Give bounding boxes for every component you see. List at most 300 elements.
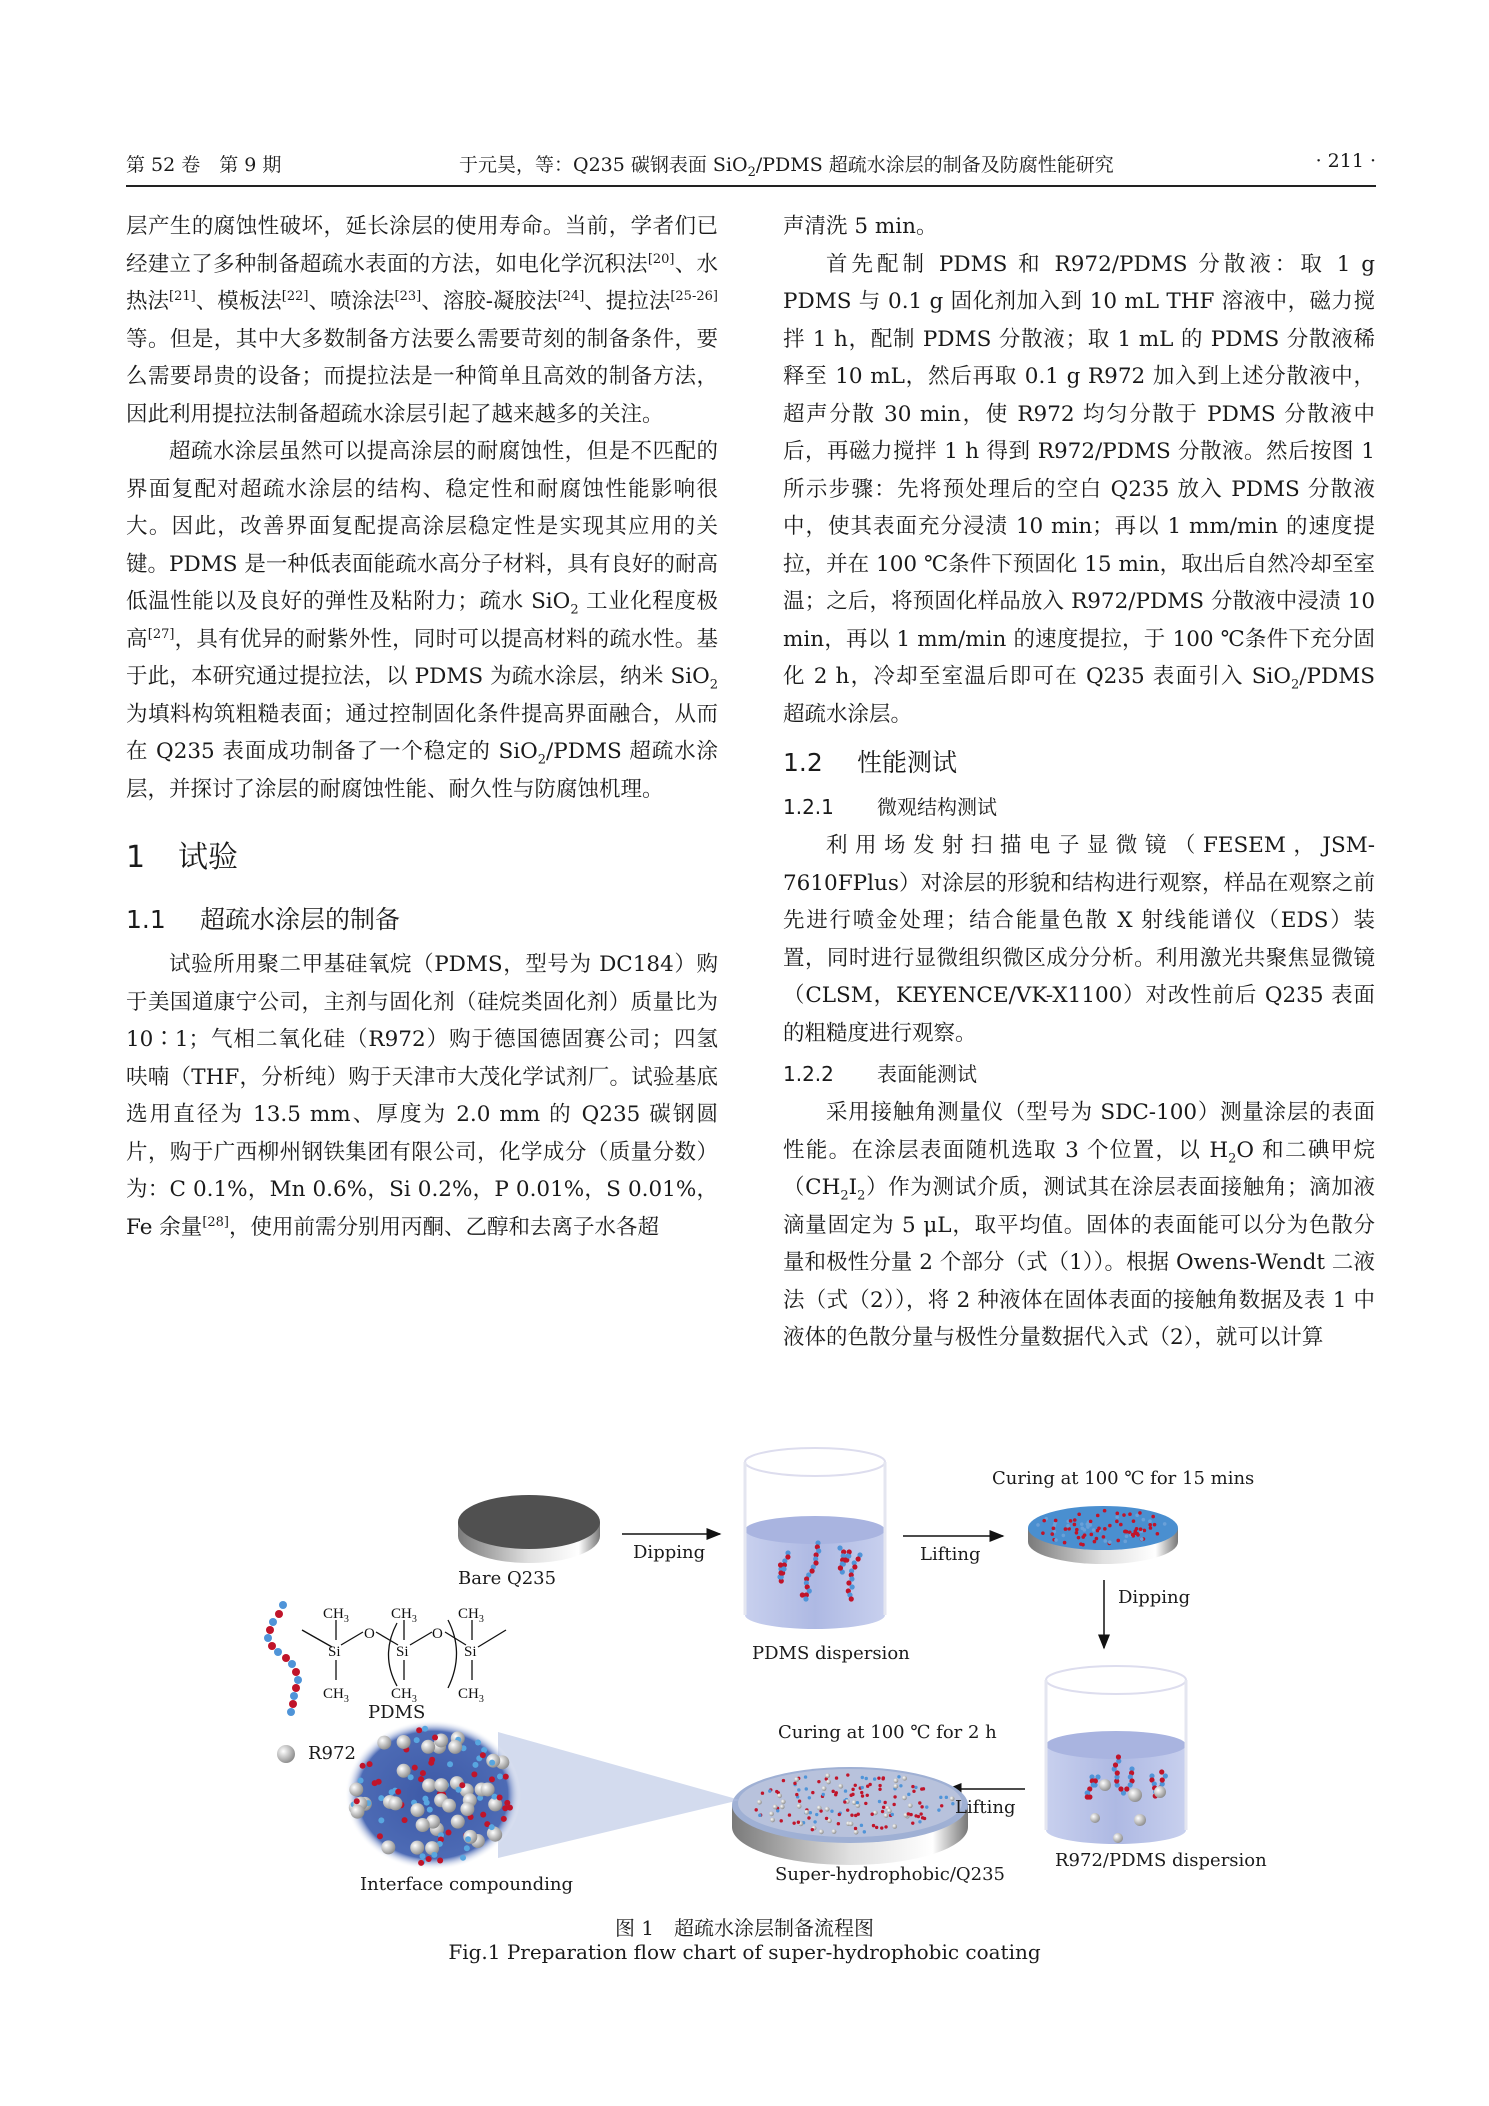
bead [875, 1826, 878, 1829]
bead [465, 1836, 471, 1842]
zoom-cone [498, 1732, 740, 1858]
bare-q235-disc-icon [458, 1495, 600, 1563]
bead [843, 1557, 848, 1562]
bead [937, 1808, 940, 1811]
bead [1073, 1523, 1077, 1527]
label-curing-15min: Curing at 100 ℃ for 15 mins [992, 1468, 1255, 1489]
bead [809, 1811, 812, 1814]
silica-sphere [757, 1800, 762, 1805]
bead [805, 1787, 808, 1790]
silica-sphere [832, 1829, 837, 1834]
r972-sphere-icon [277, 1745, 295, 1763]
bead [923, 1817, 926, 1820]
bead [811, 1828, 814, 1831]
citation: [24] [557, 288, 585, 304]
bead [1132, 1519, 1136, 1523]
silica-sphere [1128, 1788, 1142, 1802]
bead [866, 1794, 869, 1797]
r972-pdms-beaker-icon [1046, 1666, 1186, 1844]
bead [856, 1556, 861, 1561]
bead [1103, 1509, 1107, 1513]
text: 为填料构筑粗糙表面；通过控制固化条件提高界面融合，从而在 Q235 表面成功制备了一个稳定的 SiO [126, 701, 718, 764]
bead [1036, 1523, 1040, 1527]
bead [1148, 1523, 1152, 1527]
silica-sphere [1090, 1813, 1100, 1823]
bead [945, 1796, 948, 1799]
bead [922, 1787, 925, 1790]
bead [1077, 1512, 1081, 1516]
silica-sphere [1134, 1814, 1146, 1826]
bead [1080, 1522, 1084, 1526]
bead [472, 1762, 478, 1768]
bead [420, 1770, 426, 1776]
citation: [27] [147, 626, 175, 642]
label-lifting-2: Lifting [955, 1797, 1016, 1818]
bead [358, 1778, 364, 1784]
bead [788, 1813, 791, 1816]
bead [851, 1788, 854, 1791]
bead [414, 1737, 420, 1743]
section-number: 1.2.2 [783, 1062, 834, 1086]
paragraph [783, 246, 1375, 734]
silica-sphere [892, 1824, 897, 1829]
silica-sphere [822, 1786, 827, 1791]
bead [940, 1804, 943, 1807]
bead [292, 1668, 300, 1676]
bead [1108, 1540, 1112, 1544]
bead [1064, 1527, 1068, 1531]
citation: [25-26] [670, 288, 718, 304]
bead [1149, 1526, 1153, 1530]
bead [798, 1799, 801, 1802]
section-heading-1 [126, 836, 718, 880]
silica-sphere [884, 1813, 889, 1818]
bead [813, 1820, 816, 1823]
running-title-part: /PDMS 超疏水涂层的制备及防腐性能研究 [755, 154, 1114, 176]
bead [1131, 1533, 1135, 1537]
bead [497, 1774, 503, 1780]
silica-sphere [1113, 1833, 1123, 1843]
bead [475, 1739, 481, 1745]
bead [1075, 1531, 1079, 1535]
bead [503, 1774, 509, 1780]
text: 等。但是，其中大多数制备方法要么需要苛刻的制备条件，要么需要昂贵的设备；而提拉法是一种简单且高效的制备方法，因此利用提拉法制备超疏水涂层引起了越来越多的关注。 [126, 326, 718, 427]
bead [1052, 1526, 1056, 1530]
bead [1042, 1519, 1046, 1523]
bead [1081, 1543, 1085, 1547]
bead [471, 1771, 477, 1777]
silica-sphere [817, 1806, 822, 1811]
left-column [126, 208, 718, 1246]
text: 试验所用聚二甲基硅氧烷（PDMS，型号为 DC184）购于美国道康宁公司，主剂与固化剂（硅烷类固化剂）质量比为 10∶1；气相二氧化硅（R972）购于德国德固赛公司；四氢呋喃（THF，分析纯）购于天津市大茂化学试剂厂。试验基底选用直径为 13.5 mm、厚度为 2.0 mm 的 Q235 碳钢圆片，购于广西柳州钢铁集团有限公司，化学成分（质量分数）为：C 0.1%，Mn 0.6%，Si 0.2%，P 0.01%，S 0.01%，Fe 余量 [126, 952, 718, 1240]
silica-sphere [451, 1815, 465, 1829]
o-label: O [432, 1626, 443, 1642]
bead [881, 1810, 884, 1813]
bead [1148, 1519, 1152, 1523]
bead [835, 1776, 838, 1779]
bead [1092, 1528, 1096, 1532]
silica-sphere [422, 1778, 436, 1792]
silica-sphere [887, 1808, 892, 1813]
subscript: 2 [537, 752, 547, 768]
bead [877, 1776, 880, 1779]
bead [775, 1790, 778, 1793]
bead [288, 1660, 296, 1668]
bead [831, 1790, 834, 1793]
bead [918, 1820, 921, 1823]
o-label: O [364, 1626, 375, 1642]
bead [1041, 1531, 1045, 1535]
bead [372, 1780, 378, 1786]
bead [868, 1783, 871, 1786]
bead [817, 1780, 820, 1783]
bead [1063, 1541, 1067, 1545]
subscript: 2 [747, 164, 756, 180]
bead [804, 1775, 807, 1778]
subscript: 2 [1228, 1150, 1237, 1166]
bead [920, 1805, 923, 1808]
bead [861, 1794, 864, 1797]
bead [1115, 1512, 1119, 1516]
text: 、提拉法 [584, 289, 671, 314]
bead [851, 1793, 854, 1796]
bead [395, 1789, 401, 1795]
bead [856, 1801, 859, 1804]
text: 、溶胶-凝胶法 [421, 289, 558, 314]
bead [793, 1782, 796, 1785]
bead [811, 1791, 814, 1794]
bead [914, 1786, 917, 1789]
bead [892, 1803, 895, 1806]
silica-sphere [349, 1782, 363, 1796]
silica-sphere [434, 1778, 448, 1792]
figure-caption-en: Fig.1 Preparation flow chart of super-hydrophobic coating [448, 1940, 1041, 1964]
silica-sphere [825, 1807, 830, 1812]
si-label: Si [464, 1644, 477, 1660]
silica-sphere [481, 1782, 495, 1796]
bead [850, 1584, 855, 1589]
bead [279, 1601, 287, 1609]
bead [266, 1626, 274, 1634]
bead [1091, 1782, 1096, 1787]
citation: [21] [169, 288, 196, 304]
bead [1115, 1515, 1119, 1519]
bead [480, 1812, 486, 1818]
bead [422, 1726, 428, 1732]
header-rule [126, 185, 1376, 187]
bead [1113, 1762, 1118, 1767]
bead [918, 1801, 921, 1804]
bead [497, 1795, 503, 1801]
bead [835, 1791, 838, 1794]
bead [822, 1793, 825, 1796]
bead [860, 1791, 863, 1794]
bead [899, 1784, 902, 1787]
bead [427, 1807, 433, 1813]
bead [1135, 1513, 1139, 1517]
bead [268, 1642, 276, 1650]
bead [870, 1813, 873, 1816]
bead [891, 1813, 894, 1816]
bead [761, 1792, 764, 1795]
silica-sphere [893, 1778, 898, 1783]
bead [907, 1793, 910, 1796]
silica-sphere [819, 1829, 824, 1834]
label-dipping-2: Dipping [1118, 1587, 1191, 1608]
silica-sphere [448, 1740, 462, 1754]
bead [1096, 1514, 1100, 1518]
section-title: 超疏水涂层的制备 [200, 905, 401, 934]
silica-sphere [460, 1802, 474, 1816]
bead [778, 1570, 783, 1575]
bead [1085, 1794, 1090, 1799]
precured-disc-icon [1028, 1506, 1178, 1564]
section-number: 1.1 [126, 905, 166, 934]
bead [803, 1596, 808, 1601]
svg-text:CH3 [458, 1686, 484, 1705]
bead [882, 1806, 885, 1809]
bead [269, 1618, 277, 1626]
silica-sphere [826, 1780, 831, 1785]
si-label: Si [328, 1644, 341, 1660]
bead [792, 1821, 795, 1824]
bead [861, 1786, 864, 1789]
bead [825, 1817, 828, 1820]
silica-sphere [777, 1793, 782, 1798]
page-number: · 211 · [1315, 150, 1376, 172]
running-header [126, 144, 1376, 184]
label-lifting: Lifting [920, 1544, 981, 1565]
ch3-label: CH [458, 1686, 479, 1702]
bead [1138, 1511, 1142, 1515]
section-title: 性能测试 [857, 748, 958, 777]
bead [837, 1822, 840, 1825]
bead [852, 1564, 857, 1569]
bead [378, 1817, 384, 1823]
paragraph [126, 946, 718, 1246]
ch3-label: CH [391, 1606, 412, 1622]
silica-sphere [804, 1810, 809, 1815]
subscript: 3 [343, 1694, 349, 1705]
bead [504, 1800, 510, 1806]
bead [782, 1779, 785, 1782]
label-r972: R972 [308, 1743, 356, 1764]
running-title-part: 于元昊，等：Q235 碳钢表面 SiO [459, 154, 748, 176]
label-super-hydrophobic: Super-hydrophobic/Q235 [775, 1864, 1006, 1885]
text: ，具有优异的耐紫外性，同时可以提高材料的疏水性。基于此，本研究通过提拉法，以 PDMS 为疏水涂层，纳米 SiO [126, 626, 718, 689]
bead [1116, 1754, 1121, 1759]
bead [854, 1784, 857, 1787]
silica-sphere [769, 1811, 774, 1816]
bead [844, 1789, 847, 1792]
bead [1095, 1537, 1099, 1541]
silica-sphere [463, 1830, 477, 1844]
bead [883, 1801, 886, 1804]
bead [1139, 1527, 1143, 1531]
silica-sphere [410, 1841, 424, 1855]
silica-sphere [950, 1796, 955, 1801]
silica-sphere [902, 1795, 907, 1800]
bead [1136, 1533, 1140, 1537]
bead [1088, 1523, 1092, 1527]
bead [1123, 1540, 1127, 1544]
text: 采用接触角测量仪（型号为 SDC-100）测量涂层的表面性能。在涂层表面随机选取 3 个位置，以 H [783, 1100, 1375, 1163]
section-title: 微观结构测试 [877, 795, 997, 819]
bead [292, 1684, 300, 1692]
subscript: 3 [343, 1614, 349, 1625]
text: 、模板法 [195, 289, 282, 314]
label-r972-pdms-dispersion: R972/PDMS dispersion [1055, 1850, 1267, 1871]
interface-zoom-icon [345, 1720, 521, 1870]
bead [1103, 1539, 1107, 1543]
bead [1163, 1522, 1167, 1526]
text: ）作为测试介质，测试其在涂层表面接触角；滴加液滴量固定为 5 μL，取平均值。固体的表面能可以分为色散分量和极性分量 2 个部分（式（1））。根据 Owens-Wendt 二液法（式（2）），将 2 种液体在固体表面的接触角数据及表 1 中液体的色散分量与极性分量数据代入式（2），就可以计算 [783, 1175, 1375, 1350]
bead [846, 1773, 849, 1776]
bead [481, 1747, 487, 1753]
paragraph [126, 433, 718, 808]
bead [878, 1788, 881, 1791]
text: 层产生的腐蚀性破坏，延长涂层的使用寿命。当前，学者们已经建立了多种制备超疏水表面的方法，如电化学沉积法 [126, 214, 718, 277]
pdms-chain-icon [264, 1601, 302, 1716]
bead [1116, 1539, 1120, 1543]
pdms-beaker-icon [745, 1448, 885, 1629]
bead [354, 1798, 360, 1804]
bead [878, 1800, 881, 1803]
bead [489, 1824, 495, 1830]
silica-sphere [397, 1735, 411, 1749]
bead [807, 1816, 810, 1819]
bead [1122, 1513, 1126, 1517]
bead [893, 1795, 896, 1798]
bead [432, 1734, 438, 1740]
bead [367, 1761, 373, 1767]
citation: [22] [281, 288, 309, 304]
right-column [783, 208, 1375, 1357]
bead [264, 1634, 272, 1642]
bead [289, 1700, 297, 1708]
si-label: Si [396, 1644, 409, 1660]
bead [1125, 1534, 1129, 1538]
text: O 和二碘甲烷（CH [783, 1137, 1375, 1200]
ch3-label: CH [458, 1606, 479, 1622]
bead [864, 1802, 867, 1805]
paragraph [783, 1094, 1375, 1357]
text: I [848, 1175, 858, 1200]
text: 、水热法 [126, 251, 718, 314]
section-heading-1-2 [783, 743, 1375, 783]
bead [1089, 1520, 1093, 1524]
bead [795, 1793, 798, 1796]
bead [861, 1776, 864, 1779]
bead [480, 1752, 486, 1758]
bead [1115, 1520, 1119, 1524]
section-heading-1-1 [126, 900, 718, 940]
bead [464, 1845, 470, 1851]
section-number: 1.2 [783, 748, 823, 777]
subscript: 2 [840, 1188, 849, 1204]
bead [815, 1813, 818, 1816]
bead [768, 1789, 771, 1792]
bead [389, 1789, 395, 1795]
bead [428, 1760, 434, 1766]
bead [275, 1610, 283, 1618]
bead [290, 1692, 298, 1700]
bead [860, 1824, 863, 1827]
bead [420, 1853, 426, 1859]
bead [1077, 1536, 1081, 1540]
svg-text:CH3 [323, 1686, 349, 1705]
silica-sphere [908, 1803, 913, 1808]
bead [1093, 1540, 1097, 1544]
bead [402, 1817, 408, 1823]
bead [778, 1562, 783, 1567]
bead [412, 1765, 418, 1771]
bead [1069, 1519, 1073, 1523]
bead [846, 1808, 849, 1811]
bead [872, 1824, 875, 1827]
text: 工业化程度极高 [126, 589, 718, 652]
silica-sphere [902, 1776, 907, 1781]
bead [880, 1826, 883, 1829]
bead [873, 1777, 876, 1780]
bead [838, 1813, 841, 1816]
subscript: 3 [478, 1694, 484, 1705]
bead [455, 1787, 461, 1793]
bead [939, 1796, 942, 1799]
bead [1054, 1519, 1058, 1523]
text: 、喷涂法 [308, 289, 395, 314]
bead [1102, 1535, 1106, 1539]
bead [447, 1761, 453, 1767]
citation: [20] [647, 251, 675, 267]
bead [418, 1860, 424, 1866]
bead [1163, 1773, 1168, 1778]
bead [919, 1812, 922, 1815]
subscript: 2 [857, 1188, 866, 1204]
silica-sphere [781, 1799, 786, 1804]
bead [863, 1830, 866, 1833]
subscript: 3 [478, 1614, 484, 1625]
bead [843, 1800, 846, 1803]
bead [422, 1796, 428, 1802]
pdms-formula-text [323, 1606, 484, 1705]
bead [884, 1825, 887, 1828]
text: 首先配制 PDMS 和 R972/PDMS 分散液：取 1 g PDMS 与 0.1 g 固化剂加入到 10 mL THF 溶液中，磁力搅拌 1 h，配制 PDMS 分散液；取 1 mL 的 PDMS 分散液稀释至 10 mL，然后再取 0.1 g R972 加入到上述分散液中，超声分散 30 min，使 R972 均匀分散于 PDMS 分散液中后，再磁力搅拌 1 h 得到 R972/PDMS 分散液。然后按图 1 所示步骤：先将预处理后的空白 Q235 放入 PDMS 分散液中，使其表面充分浸渍 10 min；再以 1 mm/min 的速度提拉，并在 100 ℃条件下预固化 15 min，取出后自然冷却至室温；之后，将预固化样品放入 R972/PDMS 分散液中浸渍 10 min，再以 1 mm/min 的速度提拉，于 100 ℃条件下充分固化 2 h，冷却至室温后即可在 Q235 表面引入 SiO [783, 251, 1375, 689]
text: 超疏水涂层虽然可以提高涂层的耐腐蚀性，但是不匹配的界面复配对超疏水涂层的结构、稳定性和耐腐蚀性能影响很大。因此，改善界面复配提高涂层稳定性是实现其应用的关键。PDMS 是一种低表面能疏水高分子材料，具有良好的耐高低温性能以及良好的弹性及粘附力；疏水 SiO [126, 439, 718, 614]
bead [360, 1763, 366, 1769]
bead [1073, 1518, 1077, 1522]
bead [849, 1596, 854, 1601]
bead [912, 1790, 915, 1793]
bead [797, 1788, 800, 1791]
silica-sphere [849, 1821, 854, 1826]
silica-sphere [797, 1804, 802, 1809]
bead [1066, 1524, 1070, 1528]
bead [837, 1545, 842, 1550]
label-pdms: PDMS [368, 1702, 426, 1723]
running-title [459, 150, 1114, 180]
bead [830, 1810, 833, 1813]
bead [294, 1676, 302, 1684]
bead [1143, 1529, 1147, 1533]
bead [911, 1785, 914, 1788]
bead [911, 1821, 914, 1824]
bead [1156, 1532, 1160, 1536]
ch3-label: CH [323, 1686, 344, 1702]
bead [780, 1819, 783, 1822]
text: /PDMS 超疏水涂层。 [783, 664, 1375, 727]
bead [377, 1833, 383, 1839]
